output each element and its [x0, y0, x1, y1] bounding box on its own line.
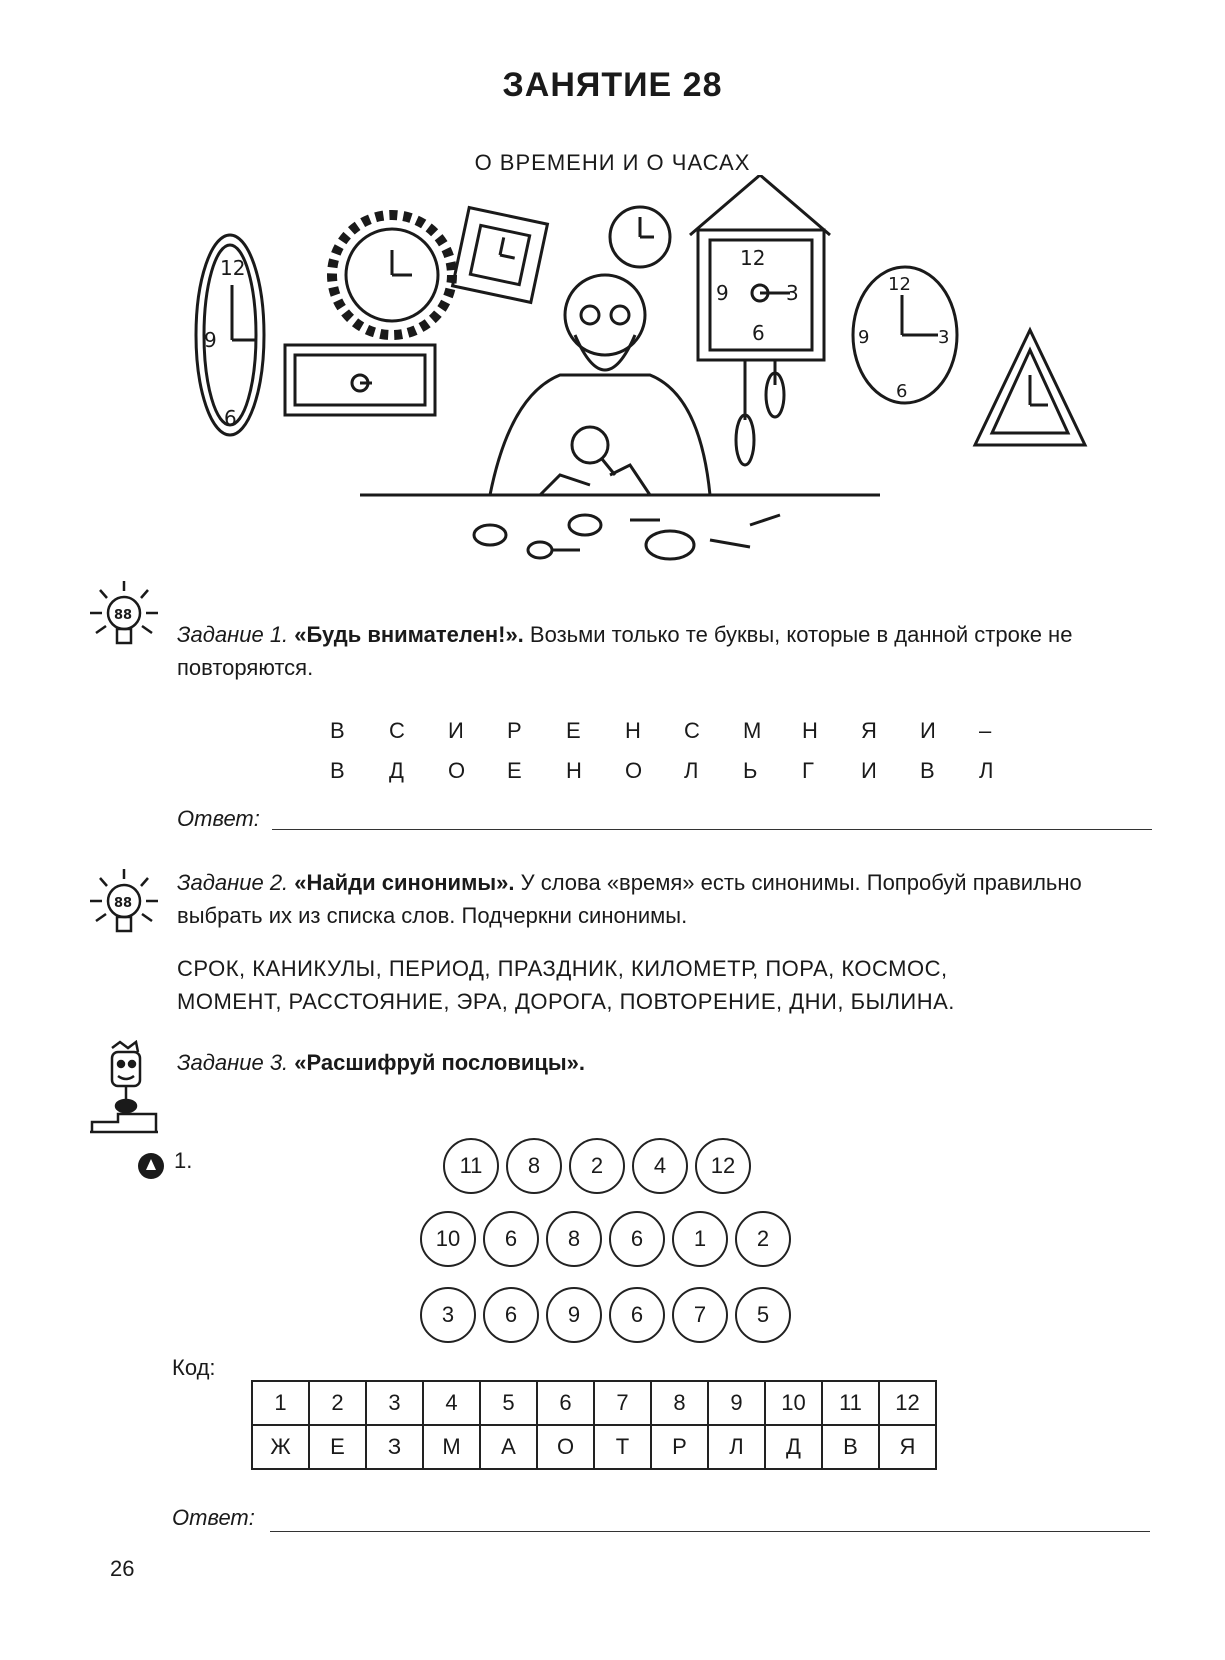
svg-text:9: 9	[204, 328, 217, 352]
svg-text:12: 12	[220, 256, 246, 280]
cipher-circle: 6	[483, 1287, 539, 1343]
letter-cell: М	[743, 718, 762, 743]
letter-cell: И	[861, 758, 877, 783]
page-title: ЗАНЯТИЕ 28	[502, 66, 723, 104]
task1-answer-label: Ответ:	[177, 806, 260, 831]
task2-instruction: У слова «время» есть синонимы. Попробуй правильно выбрать их из списка слов. Подчеркни синонимы.	[177, 870, 1082, 928]
cipher-circle: 6	[483, 1211, 539, 1267]
code-number-cell: 2	[309, 1381, 366, 1425]
letter-cell: Л	[979, 758, 994, 783]
letters-row-1	[330, 718, 1038, 744]
cipher-circle: 6	[609, 1211, 665, 1267]
code-letter-cell: Ж	[252, 1425, 309, 1469]
letters-row-2	[330, 758, 1038, 784]
code-table	[251, 1380, 937, 1470]
task3-answer-line[interactable]	[270, 1530, 1150, 1532]
code-letter-cell: З	[366, 1425, 423, 1469]
letter-cell: С	[684, 718, 700, 743]
task2-text	[177, 866, 1162, 932]
letter-cell: В	[920, 758, 935, 783]
letter-cell: Я	[861, 718, 877, 743]
task3-name: «Расшифруй пословицы».	[294, 1050, 586, 1075]
letter-cell: Н	[802, 718, 818, 743]
cipher-circle: 9	[546, 1287, 602, 1343]
svg-text:12: 12	[740, 246, 766, 270]
svg-text:88: 88	[114, 608, 133, 623]
svg-text:12: 12	[888, 274, 911, 295]
code-letter-cell: Е	[309, 1425, 366, 1469]
letter-cell: Н	[625, 718, 641, 743]
letter-cell: И	[448, 718, 464, 743]
task1-answer-line[interactable]	[272, 828, 1152, 830]
cipher-circle: 7	[672, 1287, 728, 1343]
code-letter-cell: О	[537, 1425, 594, 1469]
letter-cell: Е	[566, 718, 581, 743]
cipher-circle: 1	[672, 1211, 728, 1267]
letter-cell: В	[330, 718, 345, 743]
black-circle-marker-icon	[136, 1151, 166, 1181]
page-subtitle: О ВРЕМЕНИ И О ЧАСАХ	[474, 150, 751, 175]
task3-answer-label: Ответ:	[172, 1505, 255, 1530]
letter-cell: Д	[389, 758, 404, 783]
letter-cell: Н	[566, 758, 582, 783]
cipher-circle: 5	[735, 1287, 791, 1343]
svg-text:9: 9	[858, 327, 870, 348]
cipher-circle: 8	[546, 1211, 602, 1267]
code-letter-cell: А	[480, 1425, 537, 1469]
code-number-cell: 3	[366, 1381, 423, 1425]
task1-instruction: Возьми только те буквы, которые в данной строке не повторяются.	[177, 622, 1073, 680]
code-number-cell: 10	[765, 1381, 822, 1425]
letter-cell: Е	[507, 758, 522, 783]
code-number-cell: 9	[708, 1381, 765, 1425]
cipher-circle: 8	[506, 1138, 562, 1194]
svg-text:88: 88	[114, 896, 133, 911]
character-on-pedestal-icon	[90, 1040, 160, 1140]
lightbulb-icon	[88, 578, 158, 658]
code-number-cell: 4	[423, 1381, 480, 1425]
svg-text:3: 3	[938, 327, 950, 348]
letter-cell: Р	[507, 718, 522, 743]
code-numbers-row	[252, 1381, 936, 1425]
code-number-cell: 5	[480, 1381, 537, 1425]
cipher-circle: 12	[695, 1138, 751, 1194]
code-number-cell: 6	[537, 1381, 594, 1425]
task1-label: Задание 1.	[177, 622, 289, 647]
letter-cell: Г	[802, 758, 814, 783]
svg-text:6: 6	[752, 321, 765, 345]
code-letter-cell: Я	[879, 1425, 936, 1469]
code-letter-cell: Д	[765, 1425, 822, 1469]
letter-cell: Ь	[743, 758, 758, 783]
code-label: Код:	[172, 1355, 216, 1380]
task2-name: «Найди синонимы».	[294, 870, 515, 895]
code-number-cell: 1	[252, 1381, 309, 1425]
clockmaker-with-clocks-illustration	[190, 175, 1150, 595]
svg-text:3: 3	[786, 281, 799, 305]
synonym-words-line-1: СРОК, КАНИКУЛЫ, ПЕРИОД, ПРАЗДНИК, КИЛОМЕТР, ПОРА, КОСМОС,	[177, 956, 948, 981]
letter-cell: О	[448, 758, 466, 783]
code-letter-cell: М	[423, 1425, 480, 1469]
code-number-cell: 7	[594, 1381, 651, 1425]
code-number-cell: 12	[879, 1381, 936, 1425]
letter-cell: С	[389, 718, 405, 743]
code-letter-cell: Т	[594, 1425, 651, 1469]
cipher-circle: 2	[569, 1138, 625, 1194]
cipher-circle: 2	[735, 1211, 791, 1267]
svg-text:6: 6	[224, 406, 237, 430]
letter-cell: О	[625, 758, 643, 783]
cipher-circle: 6	[609, 1287, 665, 1343]
page-number: 26	[110, 1556, 135, 1581]
code-letter-cell: Р	[651, 1425, 708, 1469]
task2-label: Задание 2.	[177, 870, 289, 895]
cipher-circle: 3	[420, 1287, 476, 1343]
svg-text:6: 6	[896, 381, 908, 402]
letter-cell: И	[920, 718, 936, 743]
cipher-circle: 4	[632, 1138, 688, 1194]
code-letters-row	[252, 1425, 936, 1469]
cipher-circle: 10	[420, 1211, 476, 1267]
task3-text	[177, 1046, 585, 1079]
code-number-cell: 8	[651, 1381, 708, 1425]
task1-text	[177, 618, 1157, 684]
letter-cell: Л	[684, 758, 699, 783]
letter-cell: В	[330, 758, 345, 783]
code-number-cell: 11	[822, 1381, 879, 1425]
cipher-circle: 11	[443, 1138, 499, 1194]
code-letter-cell: Л	[708, 1425, 765, 1469]
lightbulb-icon	[88, 866, 158, 946]
synonym-words-line-2: МОМЕНТ, РАССТОЯНИЕ, ЭРА, ДОРОГА, ПОВТОРЕНИЕ, ДНИ, БЫЛИНА.	[177, 989, 955, 1014]
task3-label: Задание 3.	[177, 1050, 289, 1075]
svg-text:9: 9	[716, 281, 729, 305]
code-letter-cell: В	[822, 1425, 879, 1469]
task1-name: «Будь внимателен!».	[294, 622, 524, 647]
task3-item-number: 1.	[174, 1148, 193, 1173]
letter-cell: –	[979, 718, 992, 743]
